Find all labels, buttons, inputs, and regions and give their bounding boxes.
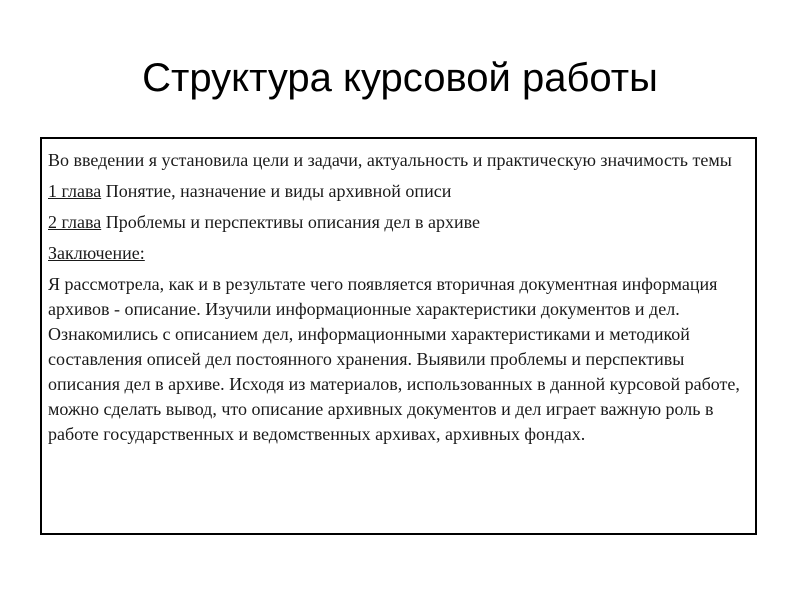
conclusion-paragraph: Я рассмотрела, как и в результате чего появляется вторичная документная информация архивов - описание. Изучили информационные характеристики документов и дел. Ознакомились с описанием дел, информационными характеристиками и методикой составления описей дел постоянного хранения. Выявили проблемы и перспективы описания дел в архиве. Исходя из материалов, использованных в данной курсовой работе, можно сделать вывод, что описание архивных документов и дел играет важную роль в работе государственных и ведомственных архивах, архивных фондах. — [48, 274, 740, 444]
intro-paragraph: Во введении я установила цели и задачи, актуальность и практическую значимость темы — [48, 150, 732, 170]
conclusion-label: Заключение: — [48, 243, 145, 263]
slide-title: Структура курсовой работы — [142, 56, 658, 100]
chapter-2-item — [48, 210, 749, 235]
chapter-2-label: 2 глава — [48, 212, 102, 232]
content-box — [40, 137, 757, 535]
chapter-1-label: 1 глава — [48, 181, 102, 201]
conclusion-heading — [48, 241, 749, 266]
chapter-2-text: Проблемы и перспективы описания дел в архиве — [105, 212, 480, 232]
chapter-1-item — [48, 179, 749, 204]
chapter-1-text: Понятие, назначение и виды архивной описи — [105, 181, 452, 201]
